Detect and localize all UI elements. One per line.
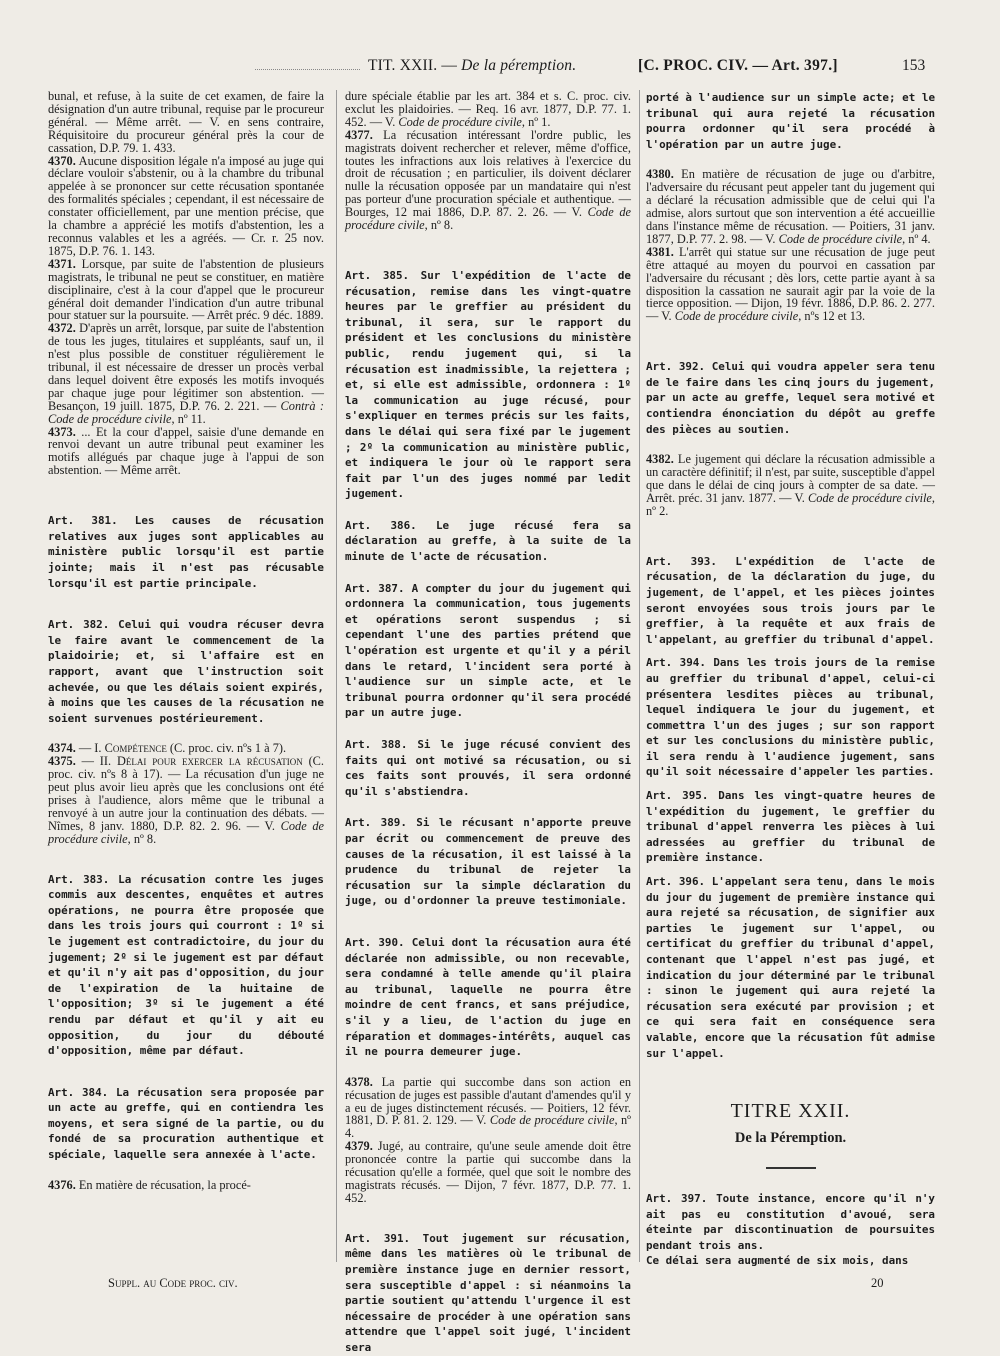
- page-number: 153: [902, 57, 926, 74]
- annotation-number: 4370.: [48, 153, 76, 168]
- annotation-text: Aucune disposition légale n'a imposé au juge qui déclare vouloir s'abstenir, ou à la chambre du tribunal appelée à se prononcer sur cette récusation spontanée des formalités spéciales ; cependant, il est nécessaire de constater officiellement, par une mention précise, que la chambre a apprécié les motifs d'abstention, les a reconnus valables et les a agréés. — Cr. r. 25 nov. 1875, D.P. 76. 1. 143.: [48, 153, 324, 258]
- annotation-text-tail: , nº 8.: [127, 831, 157, 846]
- annotation-citation: Contrà : Code de procédure civile: [48, 398, 324, 426]
- header-title: [368, 57, 576, 75]
- annotation-number: 4381.: [646, 244, 674, 259]
- annotation-paragraph: [345, 90, 631, 129]
- spacer: [646, 866, 935, 874]
- spacer: [345, 1060, 631, 1076]
- code-article: Art. 395. Dans les vingt-quatre heures de l'expédition du jugement, le greffier du tribunal d'appel renverra les pièces à lui adressées au greffier du tribunal de première instance.: [646, 789, 935, 865]
- annotation-number: 4378.: [345, 1074, 373, 1089]
- annotation-text: — I.: [75, 741, 105, 756]
- code-article: porté à l'audience sur un simple acte; et le tribunal qui aura rejeté la récusation pourra ordonner qu'il sera procédé à l'opération par un autre juge.: [646, 91, 935, 151]
- annotation-paragraph: [48, 90, 324, 155]
- spacer: [48, 1163, 324, 1179]
- column-left: [48, 90, 324, 1265]
- spacer: [646, 437, 935, 453]
- code-article: Art. 385. Sur l'expédition de l'acte de récusation, remise dans les vingt-quatre heures par le greffier au président du tribunal, il sera, sur le rapport du président et les conclusions du ministère public, rendu jugement qui, si la récusation est inadmissible, la rejettera ; et, si elle est admissible, ordonnera : 1º la communication au juge récusé, pour s'expliquer en termes précis sur les faits, dans le délai qui sera fixé par le jugement ; 2º la communication au ministère public, et indiquera le jour où le rapport sera fait par l'un des juges nommé par ledit jugement.: [345, 268, 631, 501]
- code-article: Art. 386. Le juge récusé fera sa déclaration au greffe, à la suite de la minute de l'acte de récusation.: [345, 518, 631, 564]
- annotation-paragraph: [345, 1076, 631, 1141]
- annotation-paragraph: [345, 129, 631, 232]
- spacer: [48, 846, 324, 872]
- code-article: Art. 381. Les causes de récusation relatives aux juges sont applicables au ministère public lorsqu'il est partie jointe; mais il n'est pas récusable lorsqu'il est partie principale.: [48, 514, 324, 590]
- annotation-paragraph: [48, 426, 324, 478]
- code-article: Art. 396. L'appelant sera tenu, dans le mois du jour du jugement de première instance qui aura rejeté sa récusation, de signifier aux parties le jugement sur l'appel, ou certificat du greffier du tribunal d'appel, contenant que l'appel n'est pas jugé, et indication du jour déterminé par le tribunal : sinon le jugement qui aura rejeté la récusation sera exécuté par provision ; et ce qui sera fait en conséquence sera valable, encore que la récusation fût admise sur l'appel.: [646, 875, 935, 1060]
- annotation-text: D'après un arrêt, lorsque, par suite de l'abstention de tous les juges, titulaires et suppléants, sauf un, il n'est plus possible de constituer régulièrement le tribunal, il est nécessaire de dresser un procès verbal dans lequel doivent être exposés les motifs invoqués par chaque juge pour légitimer son abstention. — Besançon, 19 juill. 1875, D.P. 76. 2. 221. —: [48, 321, 324, 413]
- annotation-paragraph: [345, 1140, 631, 1205]
- running-header: [0, 55, 1000, 81]
- column-right: [646, 90, 936, 1268]
- annotation-text: En matière de récusation, la procé-: [75, 1177, 251, 1192]
- spacer: [345, 565, 631, 581]
- annotation-text-tail: , nº 1.: [521, 114, 551, 129]
- spacer: [48, 1059, 324, 1085]
- annotation-heading: Délai pour exercer la récusation: [116, 754, 303, 769]
- annotation-text: Le jugement qui déclare la récusation admissible a un caractère définitif; il n'est, par suite, susceptible d'appel que dans le délai de cinq jours à compter de sa date. — Arrêt. préc. 31 janv. 1877. — V.: [646, 452, 935, 505]
- annotation-text-tail: , nº 4.: [902, 231, 931, 246]
- annotation-heading: Compétence: [104, 741, 167, 756]
- header-title-italic: De la péremption.: [461, 57, 577, 74]
- annotation-number: 4376.: [48, 1177, 76, 1192]
- spacer: [345, 1205, 631, 1231]
- annotation-paragraph: [48, 755, 324, 845]
- annotation-text-tail: , nº 4.: [345, 1113, 631, 1141]
- spacer: [646, 1061, 935, 1097]
- code-article: Ce délai sera augmenté de six mois, dans: [646, 1254, 909, 1268]
- spacer: [48, 591, 324, 617]
- annotation-citation: Code de procédure civile: [48, 818, 324, 846]
- code-article: Art. 392. Celui qui voudra appeler sera tenu de le faire dans les cinq jours du jugement, par un acte au greffe, lequel sera motivé et contiendra énonciation du dépôt au greffe des pièces au soutien.: [646, 360, 935, 436]
- code-article: Art. 384. La récusation sera proposée par un acte au greffe, qui en contiendra les moyens, et sera signé de la partie, ou du fondé de sa procuration authentique et spéciale, laquelle sera annexée à l'acte.: [48, 1085, 324, 1162]
- spacer: [345, 721, 631, 737]
- section-rule: [766, 1167, 816, 1169]
- column-middle: [345, 89, 631, 1354]
- annotation-paragraph: [48, 1179, 324, 1192]
- annotation-text: L'arrêt qui statue sur une récusation de juge peut être attaqué au moyen du pourvoi en cassation par l'adversaire du récusant ; dès lors, cette partie ayant à sa disposition la cassation ne saurait agir par la voie de la tierce opposition. — Dijon, 19 févr. 1886, D.P. 86. 2. 277. — V.: [646, 244, 935, 324]
- title-subheading: De la Péremption.: [734, 1130, 847, 1147]
- annotation-text: dure spéciale établie par les art. 384 et s. C. proc. civ. exclut les plaidoiries. — Req. 16 avr. 1877, D.P. 77. 1. 452. — V.: [345, 89, 631, 129]
- annotation-text: Jugé, au contraire, qu'une seule amende doit être prononcée contre la partie qui succombe dans la récusation qu'elle a formée, quel que soit le nombre des magistrats récusés. — Dijon, 7 févr. 1877, D.P. 77. 1. 452.: [345, 1139, 631, 1205]
- annotation-text: bunal, et refuse, à la suite de cet examen, de faire la désignation d'un autre tribunal, requise par le procureur général. — Même arrêt. — V. en sens contraire, Réquisitoire du procureur général près la cour de cassation, D.P. 79. 1. 433.: [48, 89, 324, 155]
- annotation-number: 4382.: [646, 452, 674, 467]
- spacer: [646, 518, 935, 554]
- header-title-main: TIT. XXII. —: [368, 57, 458, 74]
- spacer: [48, 477, 324, 513]
- footer-signature: Suppl. au Code proc. civ.: [108, 1276, 238, 1290]
- spacer: [646, 647, 935, 655]
- annotation-number: 4372.: [48, 321, 76, 336]
- annotation-paragraph: [646, 168, 935, 245]
- annotation-number: 4374.: [48, 741, 76, 756]
- header-dotted-rule: [255, 69, 360, 70]
- title-heading: TITRE XXII.: [730, 1100, 851, 1123]
- annotation-paragraph: [48, 258, 324, 323]
- annotation-number: 4380.: [646, 167, 674, 182]
- annotation-citation: Code de procédure civile: [671, 309, 799, 324]
- annotation-text: La récusation intéressant l'ordre public, les magistrats doivent rechercher et relever, même d'office, toutes les infractions aux lois relatives à l'exercice du droit de récusation ; en particulier, ils doivent déclarer nulle la récusation opposée par un mandataire qui n'est pas porteur d'une procuration spéciale et authentique. — Bourges, 12 mai 1886, D.P. 87. 2. 26. — V.: [345, 127, 631, 220]
- annotation-text-tail: , nº 8.: [424, 218, 454, 233]
- code-article: Art. 387. A compter du jour du jugement qui ordonnera la communication, tous jugements et opérations seront suspendus ; si cependant l'une des parties prétend que l'opération est urgente et qu'il y a péril dans le retard, l'incident sera porté à l'audience sur un simple acte, et le tribunal pourra ordonner qu'il sera procédé par un autre juge.: [345, 581, 631, 720]
- annotation-paragraph: [646, 246, 935, 323]
- annotation-text-tail: (C. proc. civ. nºs 1 à 7).: [166, 741, 287, 756]
- annotation-text: Lorsque, par suite de l'abstention de plusieurs magistrats, le tribunal ne peut se constituer, en matière disciplinaire, c'est à la cour d'appel que le procureur général doit demander l'indication d'un autre tribunal pour statuer sur la poursuite. — Arrêt préc. 9 déc. 1889.: [48, 256, 324, 323]
- spacer: [646, 780, 935, 788]
- spacer: [48, 726, 324, 742]
- annotation-number: 4377.: [345, 127, 373, 142]
- annotation-citation: Code de procédure civile: [775, 231, 903, 246]
- spacer: [345, 502, 631, 518]
- column-divider-1: [336, 90, 337, 1262]
- annotation-citation: Code de procédure civile: [395, 114, 522, 129]
- code-article: Art. 390. Celui dont la récusation aura été déclarée non admissible, ou non recevable, sera condamné à telle amende qu'il plaira au tribunal, laquelle ne pourra être moindre de cent francs, et sans préjudice, s'il y a lieu, de l'action du juge en réparation et dommages-intérêts, auquel cas il ne pourra demeurer juge.: [345, 935, 631, 1059]
- annotation-citation: Code de procédure civile: [804, 490, 932, 505]
- annotation-citation: Code de procédure civile: [486, 1113, 615, 1128]
- annotation-paragraph: [48, 155, 324, 258]
- code-article: Art. 383. La récusation contre les juges commis aux descentes, enquêtes et autres opérations, ne pourra être proposée que dans les trois jours qui courront : 1º si le jugement est contradictoire, du jour du jugement; 2º si le jugement est par défaut et qu'il n'y ait pas d'opposition, du jour de l'expiration de la huitaine de l'opposition; 3º si le jugement a été rendu par défaut et qu'il y ait eu opposition, du jour du débouté d'opposition, même par défaut.: [48, 872, 324, 1058]
- annotation-number: 4375.: [48, 754, 76, 769]
- annotation-text: La partie qui succombe dans son action en récusation de juges est passible d'autant d'amendes qu'il y a eu de juges distinctement récusés. — Poitiers, 12 févr. 1881, D. P. 81. 2. 129. — V.: [345, 1074, 631, 1128]
- spacer: [345, 909, 631, 935]
- annotation-text: — II.: [75, 754, 117, 769]
- annotation-number: 4371.: [48, 256, 76, 271]
- spacer: [345, 799, 631, 815]
- annotation-number: 4373.: [48, 424, 76, 439]
- annotation-paragraph: [646, 453, 935, 518]
- spacer: [646, 152, 935, 168]
- annotation-text-tail: (C. proc. civ. nºs 8 à 17). — La récusation d'un juge ne peut plus avoir lieu après que les conclusions ont été prises à l'audience, alors même que le tribunal a renvoyé à un autre jour la continuation des débats. — Nîmes, 8 janv. 1880, D.P. 82. 2. 96. — V.: [48, 754, 325, 833]
- annotation-number: 4379.: [345, 1139, 373, 1154]
- code-article: Art. 389. Si le récusant n'apporte preuve par écrit ou commencement de preuve des causes de la récusation, il est laissé à la prudence du tribunal de rejeter la récusation sur la simple déclaration du juge, ou d'ordonner la preuve testimoniale.: [345, 816, 631, 908]
- annotation-text-tail: , nº 11.: [171, 411, 206, 426]
- annotation-text: En matière de récusation de juge ou d'arbitre, l'adversaire du récusant peut appeler tant du jugement qui a déclaré la récusation admissible que de celui qui l'a admise, alors surtout que son intervention a été accueillie dans l'instance même de récusation. — Poitiers, 31 janv. 1877, D.P. 77. 2. 98. — V.: [646, 167, 935, 246]
- code-article: Art. 397. Toute instance, encore qu'il n'y ait pas eu constitution d'avoué, sera éteinte par discontinuation de poursuites pendant trois ans.: [646, 1191, 935, 1252]
- header-code-reference: [C. PROC. CIV. — Art. 397.]: [638, 57, 838, 74]
- spacer: [345, 232, 631, 268]
- annotation-text-tail: , nºs 12 et 13.: [798, 309, 866, 324]
- spacer: [646, 323, 935, 359]
- annotation-text-tail: , nº 2.: [646, 490, 936, 518]
- annotation-citation: Code de procédure civile: [345, 205, 631, 233]
- code-article: Art. 394. Dans les trois jours de la remise au greffier du tribunal d'appel, celui-ci présentera lesdites pièces au tribunal, lequel indiquera le jour du jugement, et commettra l'un des juges ; sur son rapport et sur les conclusions du ministère public, il sera rendu à l'audience jugement, sans qu'il soit nécessaire d'appeler les parties.: [646, 656, 935, 779]
- code-article: Art. 391. Tout jugement sur récusation, même dans les matières où le tribunal de première instance juge en dernier ressort, sera susceptible d'appel : si néanmoins la partie soutient qu'attendu l'urgence il est nécessaire de procéder à une opération sans attendre que l'appel soit jugé, l'incident sera: [345, 1231, 631, 1354]
- code-article: Art. 393. L'expédition de l'acte de récusation, de la déclaration du juge, du jugement, de l'appel, et les pièces jointes seront envoyées sous trois jours par le greffier, à la requête et aux frais de l'appelant, au greffier du tribunal d'appel.: [646, 554, 935, 646]
- column-divider-2: [639, 90, 640, 1262]
- code-article: Art. 382. Celui qui voudra récuser devra le faire avant le commencement de la plaidoirie; et, si l'affaire est en rapport, avant que l'instruction soit achevée, ou que les délais soient expirés, à moins que les causes de la récusation ne soient survenues postérieurement.: [48, 618, 324, 725]
- code-article: Art. 388. Si le juge récusé convient des faits qui ont motivé sa récusation, ou si ces faits sont prouvés, il sera ordonné qu'il s'abstiendra.: [345, 738, 631, 798]
- annotation-text: ... Et la cour d'appel, saisie d'une demande en renvoi devant un autre tribunal peut examiner les motifs allégués par chaque juge à l'appui de son abstention. — Même arrêt.: [48, 424, 324, 478]
- annotation-paragraph: [48, 322, 324, 425]
- footer-sheet-number: 20: [871, 1276, 884, 1290]
